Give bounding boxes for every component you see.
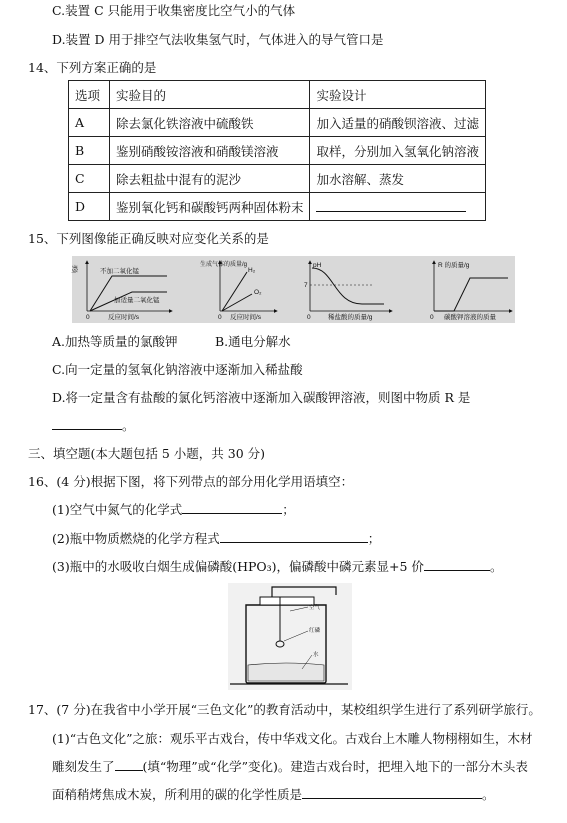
table-row (69, 109, 486, 137)
graph-b-xlabel: 反应时间/s (230, 314, 262, 321)
row-c-purpose: 除去粗盐中混有的泥沙 (109, 165, 310, 193)
graph-d-xlabel: 碳酸钾溶液的质量 (444, 314, 496, 321)
table-row (69, 165, 486, 193)
graph-b-o2-line (222, 294, 252, 311)
q17-title: 17、(7 分)在我省中小学开展“三色文化”的教育活动中，某校组织学生进行了系列研学旅行。 (28, 702, 541, 717)
q16-part1-blank (182, 501, 282, 514)
q16-part2-end: ； (367, 531, 381, 546)
leader-air (290, 607, 308, 611)
q17-line1: (1)“古色文化”之旅：观乐平古戏台，传中华戏文化。古戏台上木雕人物栩栩如生，木材 (52, 731, 533, 746)
q15-option-d: D.将一定量含有盐酸的氯化钙溶液中逐渐加入碳酸钾溶液，则图中物质 R 是 (52, 390, 471, 405)
row-b-option: B (69, 137, 110, 165)
graph-a (71, 261, 173, 321)
q16-part1 (52, 501, 295, 519)
q16-part1-end: ； (282, 502, 295, 517)
graph-c-xlabel: 稀盐酸的质量/g (328, 314, 373, 321)
graph-d (430, 260, 512, 321)
q17-line2-a: 雕刻发生了 (52, 759, 115, 774)
q15-graphs (72, 256, 515, 323)
q16-part3-end: 。 (489, 559, 503, 574)
graph-b-origin: 0 (218, 314, 222, 321)
q15-answer-line (52, 417, 135, 435)
row-a-purpose: 除去氯化铁溶液中硫酸铁 (109, 109, 310, 137)
header-purpose: 实验目的 (109, 81, 310, 109)
row-a-design: 加入适量的硝酸钡溶液、过滤 (310, 109, 486, 137)
q15-option-b: B.通电分解水 (215, 334, 291, 349)
q17-blank-1 (115, 758, 143, 771)
graph-d-curve (434, 278, 508, 311)
q15-option-c: C.向一定量的氢氧化钠溶液中逐渐加入稀盐酸 (52, 362, 303, 377)
q16-part3-text: (3)瓶中的水吸收白烟生成偏磷酸(HPO₃)，偏磷酸中磷元素显+5 价 (52, 559, 424, 574)
combustion-spoon (276, 641, 284, 647)
table-row (69, 193, 486, 221)
row-d-option: D (69, 193, 110, 221)
q17-line2-b: (填“物理”或“化学”变化)。建造古戏台时，把埋入地下的一部分木头表 (142, 759, 528, 774)
q17-line3-text: 面稍稍烤焦成木炭，所利用的碳的化学性质是 (52, 787, 303, 802)
graph-b-h2-label: H₂ (248, 267, 256, 274)
graph-c-ylabel: pH (313, 262, 322, 269)
section3-title: 三、填空题(本大题包括 5 小题，共 30 分) (28, 446, 266, 461)
graph-a-curve1-label: 不加二氧化锰 (100, 268, 139, 275)
q16-part3 (52, 558, 502, 576)
q15-blank (52, 417, 122, 430)
row-c-design: 加水溶解、蒸发 (310, 165, 486, 193)
label-phosphorus: 红磷 (309, 628, 321, 634)
graph-c-origin: 0 (307, 314, 311, 321)
graph-b-h2-line (222, 272, 247, 311)
q17-line3-end: 。 (482, 787, 495, 802)
q13-option-c: C.装置 C 只能用于收集密度比空气小的气体 (52, 3, 296, 18)
q16-title: 16、(4 分)根据下图，将下列带点的部分用化学用语填空： (28, 474, 354, 489)
q16-part2 (52, 530, 380, 548)
q16-apparatus-figure (228, 583, 352, 690)
q15-end-mark: 。 (122, 418, 135, 433)
q14-table (68, 80, 486, 221)
q17-line2 (52, 758, 528, 776)
graph-a-ylabel: 生成氧气的质量/g (70, 265, 78, 316)
q14-title: 14、下列方案正确的是 (28, 60, 157, 75)
q15-option-a: A.加热等质量的氯酸钾 (52, 334, 178, 349)
q13-option-d: D.装置 D 用于排空气法收集氢气时，气体进入的导气管口是 (52, 32, 384, 47)
q17-line3 (52, 786, 495, 804)
graph-d-origin: 0 (430, 314, 434, 321)
graph-a-origin: 0 (86, 314, 90, 321)
table-header-row (69, 81, 486, 109)
row-a-option: A (69, 109, 110, 137)
graph-b-o2-label: O₂ (254, 289, 262, 296)
q16-part3-blank (424, 558, 490, 571)
row-d-purpose: 鉴别氧化钙和碳酸钙两种固体粉末 (109, 193, 310, 221)
q16-part2-text: (2)瓶中物质燃烧的化学方程式 (52, 531, 220, 546)
graph-a-xlabel: 反应时间/s (108, 314, 140, 321)
q15-title: 15、下列图像能正确反映对应变化关系的是 (28, 231, 269, 246)
row-b-purpose: 鉴别硝酸铵溶液和硝酸镁溶液 (109, 137, 310, 165)
graph-b (200, 260, 277, 321)
leader-phosphorus (284, 631, 308, 641)
graph-a-curve2-label: 加适量二氧化锰 (114, 297, 160, 304)
row-b-design: 取样，分别加入氢氧化钠溶液 (310, 137, 486, 165)
label-water: 水 (313, 652, 319, 658)
water (248, 663, 324, 681)
stopper (260, 597, 314, 605)
q16-part2-blank (220, 530, 368, 543)
q16-part1-text: (1)空气中氮气的化学式 (52, 502, 183, 517)
row-d-design-blank (310, 193, 486, 221)
graph-b-ylabel: 生成气体的质量/g (200, 262, 248, 268)
q17-blank-2 (302, 786, 482, 799)
glass-tube (272, 587, 336, 597)
header-option: 选项 (69, 81, 110, 109)
graph-c (304, 261, 392, 321)
header-design: 实验设计 (310, 81, 486, 109)
table-row (69, 137, 486, 165)
label-air: 空气 (309, 605, 321, 611)
graph-c-seven: 7 (304, 282, 308, 289)
row-c-option: C (69, 165, 110, 193)
graph-c-curve (312, 268, 384, 304)
graph-d-ylabel: R 的质量/g (438, 262, 470, 269)
